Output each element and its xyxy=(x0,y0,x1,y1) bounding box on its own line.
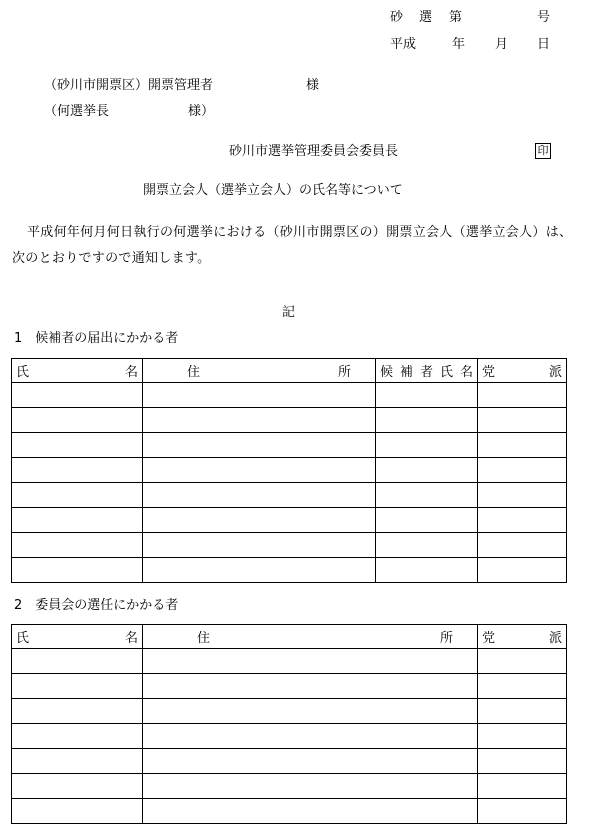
table-cell xyxy=(478,508,567,533)
table-cell xyxy=(12,649,143,674)
table-cell xyxy=(12,558,143,583)
column-header-address xyxy=(143,625,478,649)
section2-heading: 2 委員会の選任にかかる者 xyxy=(14,598,179,613)
table-cell xyxy=(478,533,567,558)
table-row xyxy=(12,458,567,483)
table-row xyxy=(12,433,567,458)
number-part-1: 砂 xyxy=(390,10,404,25)
table-row xyxy=(12,699,567,724)
table-cell xyxy=(376,433,478,458)
table-cell xyxy=(478,774,567,799)
table-row xyxy=(12,558,567,583)
column-header-candidate-text xyxy=(380,361,473,380)
section1-table xyxy=(11,358,567,583)
column-header-party-text xyxy=(482,361,562,380)
table-cell xyxy=(376,533,478,558)
section2-body xyxy=(12,649,567,824)
addressee-line2: （何選挙長 xyxy=(44,104,110,119)
header-char: 名 xyxy=(124,631,138,646)
table-cell xyxy=(12,383,143,408)
header-char: 名 xyxy=(459,365,473,380)
header-char: 候 xyxy=(380,365,394,380)
table-cell xyxy=(143,408,376,433)
table-row xyxy=(12,533,567,558)
table-cell xyxy=(376,558,478,583)
table-cell xyxy=(478,649,567,674)
header-char: 党 xyxy=(482,631,496,646)
column-header-name xyxy=(12,359,143,383)
table-cell xyxy=(12,774,143,799)
header-char: 氏 xyxy=(439,365,453,380)
table-cell xyxy=(376,383,478,408)
column-header-address-text xyxy=(147,627,473,646)
table-cell xyxy=(143,558,376,583)
date-era: 平成 xyxy=(390,37,417,52)
column-header-address xyxy=(143,359,376,383)
table-cell xyxy=(12,799,143,824)
header-char: 住 xyxy=(197,631,211,646)
table-cell xyxy=(478,383,567,408)
number-part-2: 選 xyxy=(419,10,433,25)
date-day: 日 xyxy=(537,37,551,52)
column-header-party xyxy=(478,359,567,383)
seal-mark xyxy=(535,143,551,159)
table-row xyxy=(12,649,567,674)
date-year: 年 xyxy=(452,37,466,52)
table-row xyxy=(12,674,567,699)
table-cell xyxy=(478,408,567,433)
table-cell xyxy=(478,558,567,583)
table-cell xyxy=(12,508,143,533)
table-cell xyxy=(478,433,567,458)
table-cell xyxy=(143,383,376,408)
table-cell xyxy=(12,674,143,699)
table-row xyxy=(12,508,567,533)
table-cell xyxy=(478,674,567,699)
table-cell xyxy=(478,699,567,724)
header-char: 党 xyxy=(482,365,496,380)
table-cell xyxy=(143,458,376,483)
table-cell xyxy=(376,408,478,433)
section1-header-row xyxy=(12,359,567,383)
sender-name: 砂川市選挙管理委員会委員長 xyxy=(229,144,399,159)
table-cell xyxy=(12,408,143,433)
table-cell xyxy=(376,508,478,533)
table-row xyxy=(12,383,567,408)
table-cell xyxy=(376,458,478,483)
section2-table xyxy=(11,624,567,824)
ki-label: 記 xyxy=(282,305,296,320)
column-header-address-text xyxy=(147,361,371,380)
table-cell xyxy=(143,724,478,749)
table-row xyxy=(12,774,567,799)
table-cell xyxy=(143,649,478,674)
table-row xyxy=(12,749,567,774)
seal-icon: 印 xyxy=(535,143,551,159)
addressee-line2-suffix: 様） xyxy=(188,104,215,119)
header-char: 所 xyxy=(439,631,453,646)
column-header-name xyxy=(12,625,143,649)
table-cell xyxy=(12,458,143,483)
header-char: 者 xyxy=(419,365,433,380)
column-header-party-text xyxy=(482,627,562,646)
number-part-3: 第 xyxy=(449,10,463,25)
table-cell xyxy=(478,458,567,483)
table-cell xyxy=(143,508,376,533)
section2-header-row xyxy=(12,625,567,649)
section1-body xyxy=(12,383,567,583)
table-cell xyxy=(143,483,376,508)
body-paragraph xyxy=(12,220,582,272)
table-cell xyxy=(478,483,567,508)
addressee-line1: （砂川市開票区）開票管理者 xyxy=(44,78,214,93)
table-cell xyxy=(143,799,478,824)
section1-heading: 1 候補者の届出にかかる者 xyxy=(14,331,179,346)
addressee-line1-suffix: 様 xyxy=(306,78,320,93)
table-row xyxy=(12,724,567,749)
table-cell xyxy=(478,724,567,749)
header-char: 所 xyxy=(337,365,351,380)
table-cell xyxy=(478,749,567,774)
column-header-candidate xyxy=(376,359,478,383)
number-part-4: 号 xyxy=(537,10,551,25)
header-char: 名 xyxy=(124,365,138,380)
header-char: 派 xyxy=(548,631,562,646)
table-cell xyxy=(143,533,376,558)
table-cell xyxy=(12,724,143,749)
header-char: 住 xyxy=(187,365,201,380)
table-cell xyxy=(143,699,478,724)
header-char: 氏 xyxy=(16,631,30,646)
table-cell xyxy=(12,749,143,774)
header-char: 氏 xyxy=(16,365,30,380)
table-cell xyxy=(143,674,478,699)
column-header-party xyxy=(478,625,567,649)
header-char: 派 xyxy=(548,365,562,380)
table-row xyxy=(12,799,567,824)
table-cell xyxy=(12,533,143,558)
column-header-name-text xyxy=(16,627,138,646)
table-cell xyxy=(12,483,143,508)
table-cell xyxy=(12,699,143,724)
header-char: 補 xyxy=(399,365,413,380)
table-row xyxy=(12,483,567,508)
date-month: 月 xyxy=(495,37,509,52)
column-header-name-text xyxy=(16,361,138,380)
table-cell xyxy=(478,799,567,824)
table-cell xyxy=(12,433,143,458)
body-text: 平成何年何月何日執行の何選挙における（砂川市開票区の）開票立会人（選挙立会人）は、次のとおりですので通知します。 xyxy=(12,225,573,266)
table-row xyxy=(12,408,567,433)
table-cell xyxy=(143,433,376,458)
table-cell xyxy=(143,774,478,799)
table-cell xyxy=(143,749,478,774)
table-cell xyxy=(376,483,478,508)
document-title: 開票立会人（選挙立会人）の氏名等について xyxy=(143,183,403,198)
